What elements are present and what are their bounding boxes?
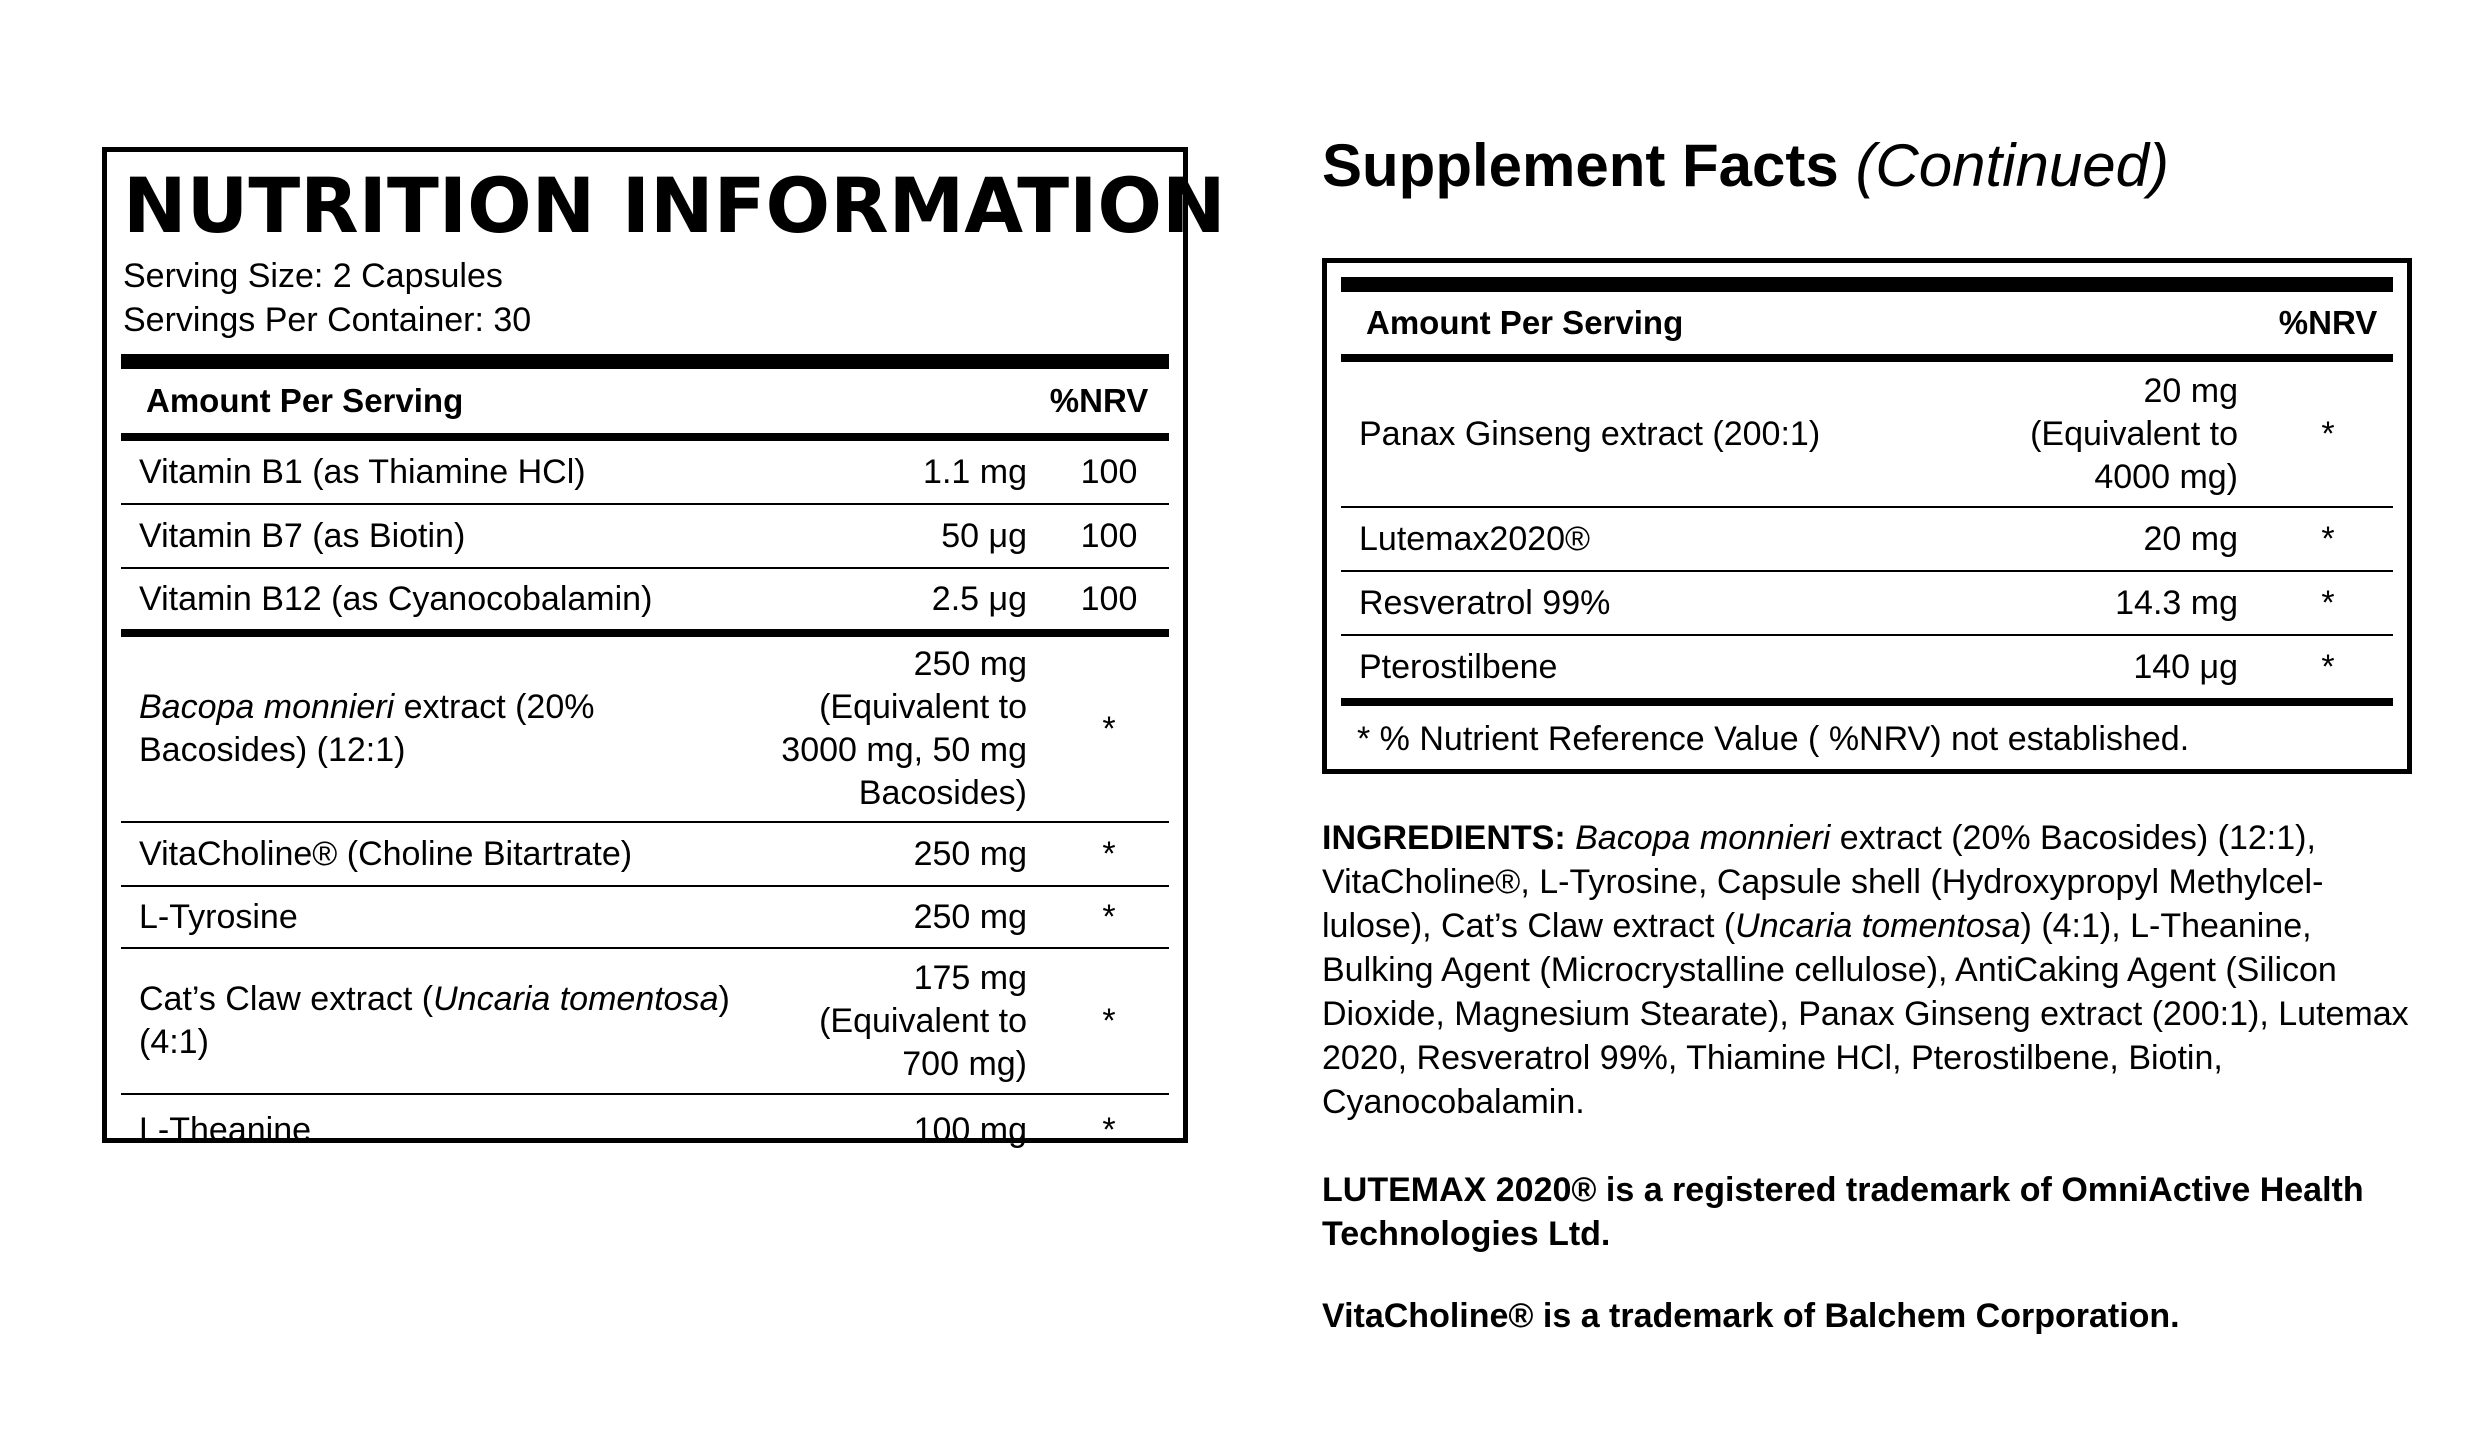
nutrient-name: Panax Ginseng extract (200:1) [1359,414,1821,453]
supplement-title-italic: (Continued) [1855,132,2169,199]
ingredients-text [1322,816,2422,1124]
nutrient-amount: 20 mg (Equivalent to 4000 mg) [2030,371,2238,496]
nutrient-amount: 250 mg (Equivalent to 3000 mg, 50 mg Bacosides) [781,645,1027,812]
nutrient-name: L-Tyrosine [139,897,298,936]
nutrient-name-italic: Uncaria tomentosa [433,980,719,1018]
nutrient-name: Vitamin B12 (as Cyanocobalamin) [139,579,653,618]
servings-per-container: Servings Per Container: 30 [123,301,532,339]
nutrient-name-rest: extract (20% Bacosides) (12:1) [139,688,595,769]
nutrient-amount: 250 mg [913,834,1027,873]
nutrient-name: L-Theanine [139,1110,312,1149]
nutrient-nrv: * [2321,519,2335,558]
table-row [121,1095,1169,1165]
vitacholine-trademark-note: VitaCholine® is a trademark of Balchem Corporation. [1322,1297,2180,1335]
ingredient-italic-uncaria: Uncaria tomentosa [1735,907,2021,945]
header-divider [1341,277,2393,292]
table-header [1341,292,2393,362]
nrv-column-header: %NRV [2278,304,2378,341]
nutrient-amount: 175 mg (Equivalent to 700 mg) [819,958,1027,1083]
nrv-column-header: %NRV [1049,382,1149,419]
supplement-facts-title [1322,128,2169,204]
nutrient-name: Pterostilbene [1359,647,1558,686]
nutrient-nrv: 100 [1080,516,1138,555]
supplement-title-bold: Supplement Facts [1322,132,1839,199]
nutrient-amount: 100 mg [913,1110,1027,1149]
table-row [1341,636,2393,706]
nutrient-nrv: * [2321,414,2335,453]
nutrient-nrv: * [2321,647,2335,686]
serving-size: Serving Size: 2 Capsules [123,257,503,295]
nutrient-nrv: * [1102,1001,1116,1040]
table-header [121,369,1169,441]
nutrient-nrv: * [1102,834,1116,873]
nutrient-amount: 20 mg [2143,519,2238,558]
nutrient-nrv: * [1102,709,1116,748]
table-row [121,887,1169,949]
nutrient-name: Lutemax2020® [1359,519,1591,558]
nutrient-name-prefix: Cat’s Claw extract ( [139,980,434,1018]
table-row [121,949,1169,1095]
nrv-footnote: * % Nutrient Reference Value ( %NRV) not established. [1357,720,2190,758]
table-row [121,441,1169,505]
table-row [1341,572,2393,636]
nutrient-nrv: * [1102,1110,1116,1149]
amount-per-serving-label: Amount Per Serving [1366,304,1684,341]
lutemax-trademark-note: LUTEMAX 2020® is a registered trademark of OmniActive Health Technologies Ltd. [1322,1171,2364,1253]
nutrient-nrv: 100 [1080,579,1138,618]
ingredients-part: extract (20% Bacosides) (12:1), VitaCholine®, L-Tyrosine, Capsule shell (Hydroxypropyl Methylcel-lulose), Cat’s Claw extract ( [1322,819,2324,945]
nutrient-name: Vitamin B1 (as Thiamine HCl) [139,452,586,491]
nutrient-name: Resveratrol 99% [1359,583,1611,622]
table-row [1341,362,2393,508]
nutrient-name: Vitamin B7 (as Biotin) [139,516,466,555]
supplement-facts-panel [1322,258,2412,774]
table-row [121,823,1169,887]
nutrient-nrv: * [2321,583,2335,622]
table-row [121,505,1169,569]
nutrient-name [121,686,767,772]
ingredient-italic-bacopa: Bacopa monnieri [1575,819,1831,857]
nutrient-amount: 50 μg [941,516,1027,555]
nutrient-amount: 1.1 mg [923,452,1027,491]
nutrition-title: NUTRITION INFORMATION [123,161,1226,250]
ingredients-part: ) (4:1), L-Theanine, Bulking Agent (Microcrystalline cellulose), AntiCaking Agent (Silicon Dioxide, Magnesium Stearate), Panax Ginseng extract (200:1), Lutemax 2020, Resveratrol 99%, Thiamine HCl, Pterostilbene, Biotin, Cyanocobalamin. [1322,907,2409,1121]
nutrient-name: VitaCholine® (Choline Bitartrate) [139,834,633,873]
nutrient-amount: 2.5 μg [931,579,1027,618]
nutrition-information-panel [102,147,1226,1149]
nutrient-amount: 14.3 mg [2115,583,2238,622]
table-row [121,569,1169,637]
nutrient-name-italic: Bacopa monnieri [139,688,395,726]
nutrient-amount: 250 mg [913,897,1027,936]
table-row [1341,508,2393,572]
amount-per-serving-label: Amount Per Serving [146,382,464,419]
table-row [121,637,1169,823]
nutrient-nrv: * [1102,897,1116,936]
header-divider [121,354,1169,369]
nutrient-amount: 140 μg [2133,647,2238,686]
nutrient-name-rest: ) (4:1) [139,980,730,1061]
nutrient-name [121,978,797,1064]
ingredients-label: INGREDIENTS: [1322,819,1576,857]
nutrient-nrv: 100 [1080,452,1138,491]
